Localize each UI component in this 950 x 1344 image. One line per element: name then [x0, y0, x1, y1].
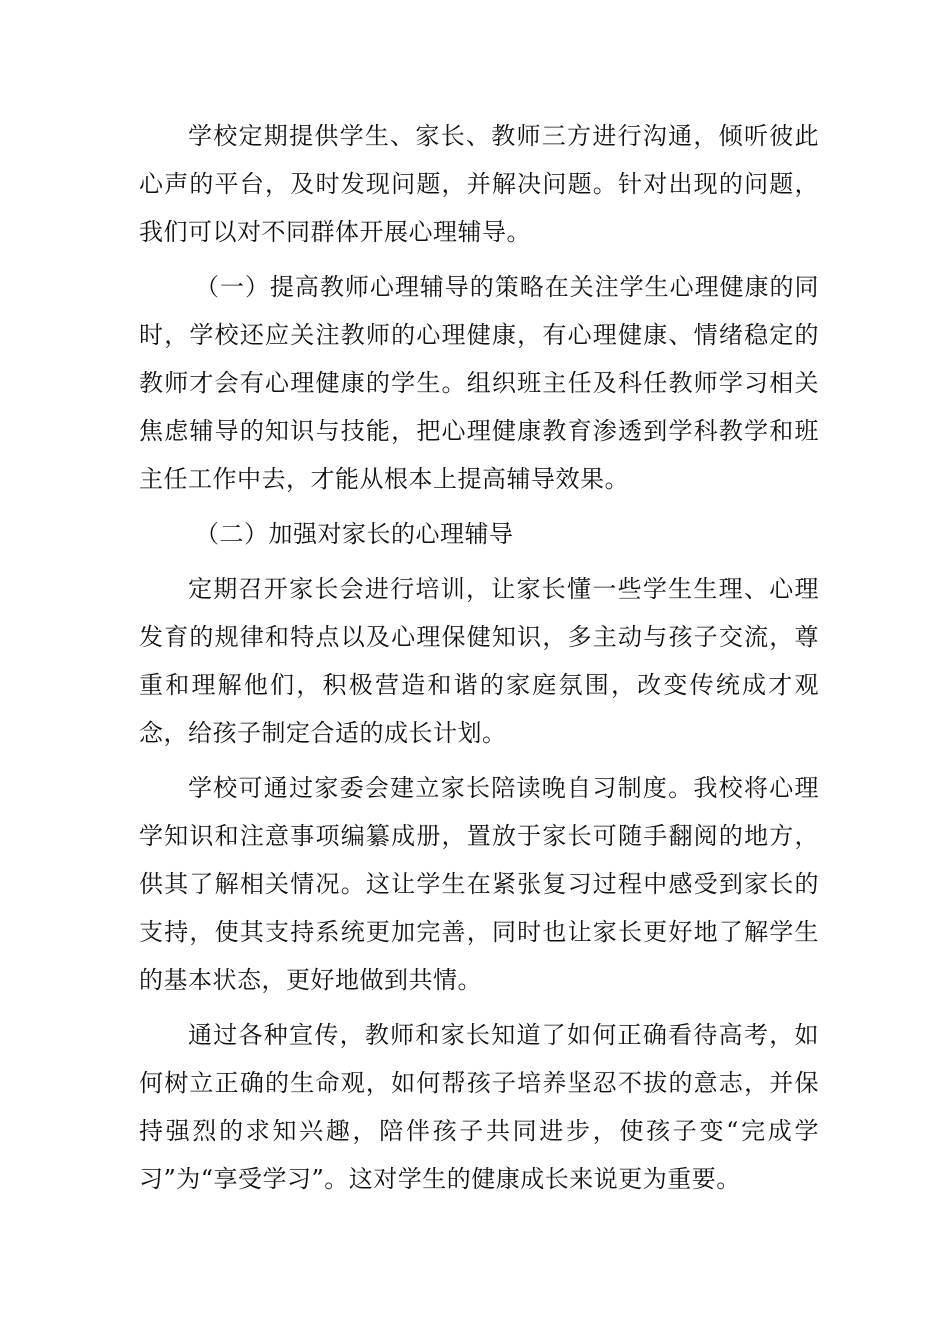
paragraph-parent-training: 定期召开家长会进行培训，让家长懂一些学生生理、心理发育的规律和特点以及心理保健知识，多主动与孩子交流，尊重和理解他们，积极营造和谐的家庭氛围，改变传统成才观念，给孩子制定合适的成长计划。 [139, 575, 819, 747]
paragraph-teacher-counseling: （一）提高教师心理辅导的策略在关注学生心理健康的同时，学校还应关注教师的心理健康，有心理健康、情绪稳定的教师才会有心理健康的学生。组织班主任及科任教师学习相关焦虑辅导的知识与技能，把心理健康教育渗透到学科教学和班主任工作中去，才能从根本上提高辅导效果。 [139, 273, 819, 493]
paragraph-parent-accompany-study: 学校可通过家委会建立家长陪读晚自习制度。我校将心理学知识和注意事项编纂成册，置放于家长可随手翻阅的地方，供其了解相关情况。这让学生在紧张复习过程中感受到家长的支持，使其支持系统更加完善，同时也让家长更好地了解学生的基本状态，更好地做到共情。 [139, 774, 819, 994]
document-body [139, 112, 819, 1210]
paragraph-publicity-effect: 通过各种宣传，教师和家长知道了如何正确看待高考，如何树立正确的生命观，如何帮孩子培养坚忍不拔的意志，并保持强烈的求知兴趣，陪伴孩子共同进步，使孩子变“完成学习”为“享受学习”。这对学生的健康成长来说更为重要。 [139, 1021, 819, 1193]
paragraph-communication-platform: 学校定期提供学生、家长、教师三方进行沟通，倾听彼此心声的平台，及时发现问题，并解决问题。针对出现的问题，我们可以对不同群体开展心理辅导。 [139, 122, 819, 246]
section-heading-parent-counseling: （二）加强对家长的心理辅导 [195, 520, 514, 548]
